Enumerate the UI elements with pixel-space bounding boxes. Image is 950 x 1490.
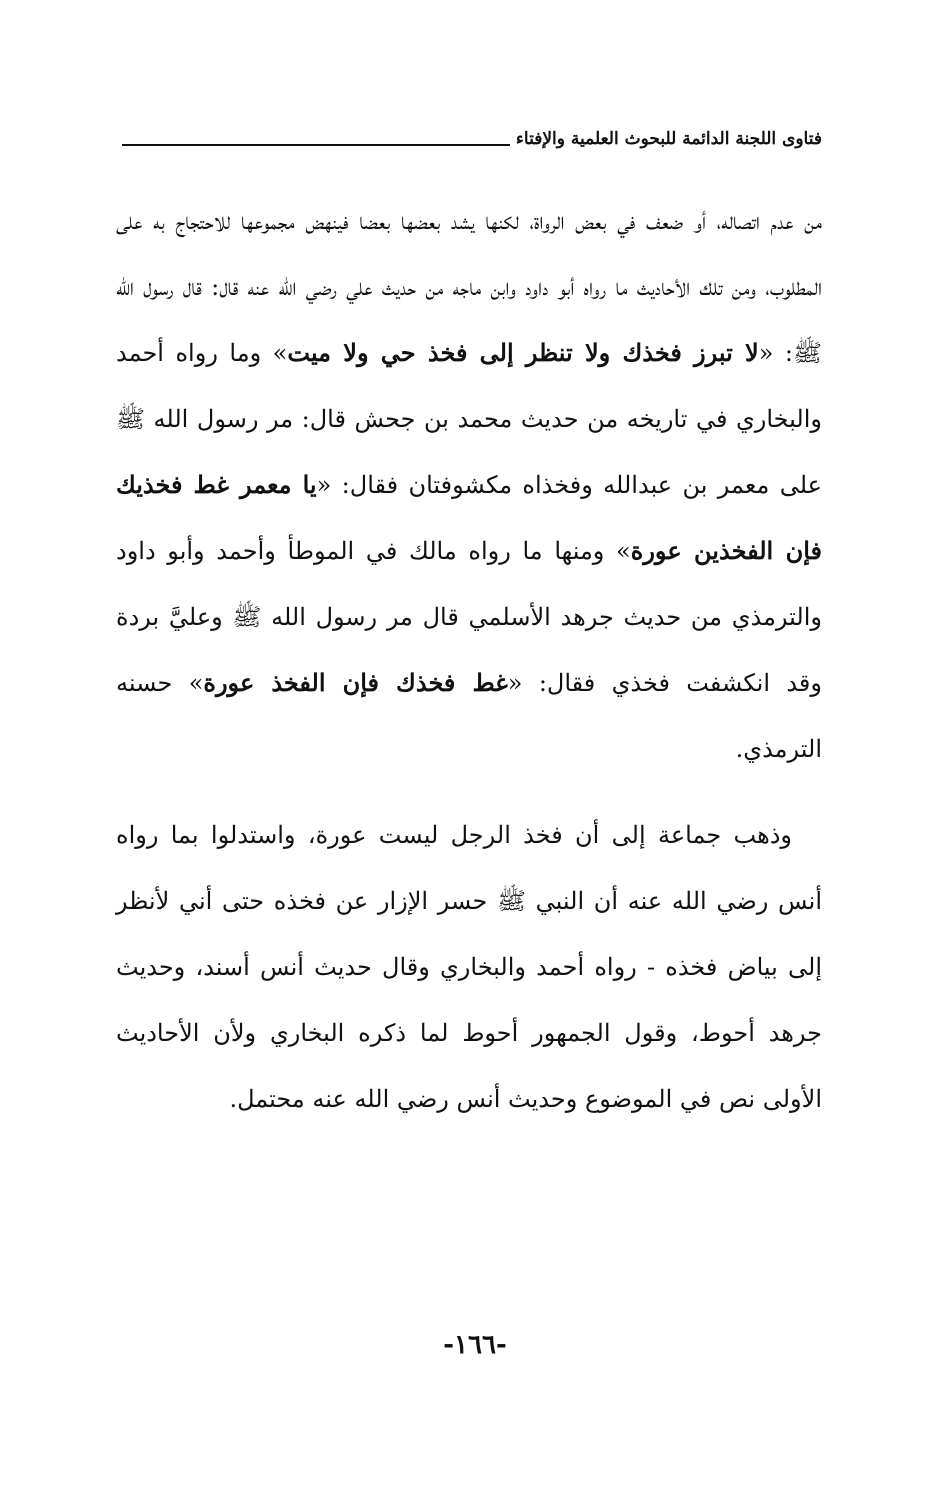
header-rule [122,144,510,146]
running-header [122,118,822,152]
text-run: » وما رواه أحمد والبخاري في تاريخه من حديث محمد بن جحش قال: مر رسول الله ﷺ على معمر بن عبدالله وفخذاه مكشوفتان فقال: « [116,339,822,499]
body-text [116,188,822,1132]
text-run: » ومنها ما رواه مالك في الموطأ وأحمد وأبو داود والترمذي من حديث جرهد الأسلمي قال مر رسول الله ﷺ وعليَّ بردة وقد انكشفت فخذي فقال: « [116,537,822,697]
text-run: من عدم اتصاله، أو ضعف في بعض الرواة، لكنها يشد بعضها بعضا فينهض مجموعها للاحتجاج به على المطلوب، ومن تلك الأحاديث ما رواه أبو داود وابن ماجه من حديث علي رضي الله عنه قال: قال رسول الله ﷺ: « [116,207,823,367]
page-number: -١٦٦- [443,1330,507,1360]
text-run: » حسنه الترمذي. [116,669,822,763]
hadith-quote: لا تبرز فخذك ولا تنظر إلى فخذ حي ولا ميت [287,338,759,367]
hadith-quote: يا معمر غط فخذيك فإن الفخذين عورة [116,470,822,565]
hadith-quote: غط فخذك فإن الفخذ عورة [203,668,508,697]
paragraph-1 [116,188,822,782]
running-header-title: فتاوى اللجنة الدائمة للبحوث العلمية والإفتاء [515,129,822,149]
paragraph-2: وذهب جماعة إلى أن فخذ الرجل ليست عورة، واستدلوا بما رواه أنس رضي الله عنه أن النبي ﷺ حسر الإزار عن فخذه حتى أني لأنظر إلى بياض فخذه - رواه أحمد والبخاري وقال حديث أنس أسند، وحديث جرهد أحوط، وقول الجمهور أحوط لما ذكره البخاري ولأن الأحاديث الأولى نص في الموضوع وحديث أنس رضي الله عنه محتمل. [116,821,822,1113]
